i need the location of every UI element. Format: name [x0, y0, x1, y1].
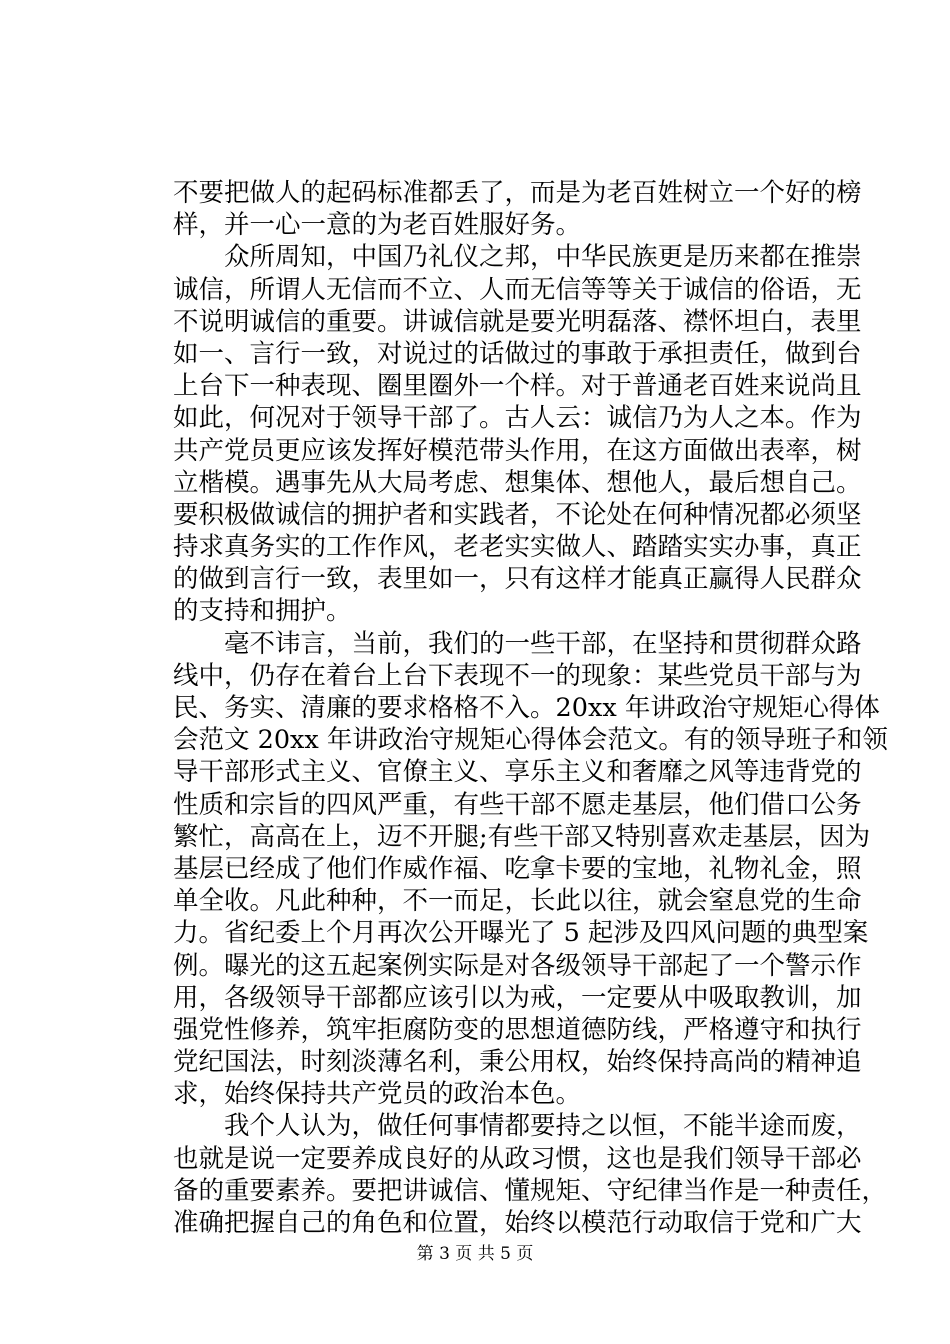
text-line: 强党性修养，筑牢拒腐防变的思想道德防线，严格遵守和执行: [173, 1014, 862, 1045]
text-line: 单全收。凡此种种，不一而足，长此以往，就会窒息党的生命: [173, 886, 862, 917]
text-line: 的做到言行一致，表里如一，只有这样才能真正赢得人民群众: [173, 564, 862, 595]
text-line: 基层已经成了他们作威作福、吃拿卡要的宝地，礼物礼金，照: [173, 853, 862, 884]
text-line: 党纪国法，时刻淡薄名利，秉公用权，始终保持高尚的精神追: [173, 1047, 862, 1078]
text-line: 共产党员更应该发挥好模范带头作用，在这方面做出表率，树: [173, 435, 862, 466]
text-line: 性质和宗旨的四风严重，有些干部不愿走基层，他们借口公务: [173, 789, 862, 820]
text-line: 上台下一种表现、圈里圈外一个样。对于普通老百姓来说尚且: [173, 371, 862, 402]
text-line: 备的重要素养。要把讲诚信、懂规矩、守纪律当作是一种责任，: [173, 1175, 888, 1206]
text-line: 样，并一心一意的为老百姓服好务。: [173, 210, 582, 241]
text-line: 民、务实、清廉的要求格格不入。20xx 年讲政治守规矩心得体: [173, 693, 880, 723]
text-line: 用，各级领导干部都应该引以为戒，一定要从中吸取教训，加: [173, 982, 862, 1013]
text-line: 持求真务实的工作作风，老老实实做人、踏踏实实办事，真正: [173, 532, 862, 563]
text-line: 求，始终保持共产党员的政治本色。: [173, 1079, 582, 1110]
text-line: 的支持和拥护。: [173, 596, 352, 627]
paragraph: [173, 1110, 888, 1239]
text-line: 如一、言行一致，对说过的话做过的事敢于承担责任，做到台: [173, 338, 862, 369]
text-line: 众所周知，中国乃礼仪之邦，中华民族更是历来都在推崇: [173, 242, 862, 273]
text-line: 不说明诚信的重要。讲诚信就是要光明磊落、襟怀坦白，表里: [173, 306, 862, 337]
text-line: 立楷模。遇事先从大局考虑、想集体、想他人，最后想自己。: [173, 467, 862, 498]
document-body: [173, 177, 888, 1239]
text-line: 繁忙，高高在上，迈不开腿;有些干部又特别喜欢走基层，因为: [173, 821, 871, 852]
paragraph: [173, 241, 862, 627]
text-line: 会范文 20xx 年讲政治守规矩心得体会范文。有的领导班子和领: [173, 725, 888, 756]
paragraph: [173, 628, 888, 1111]
text-line: 例。曝光的这五起案例实际是对各级领导干部起了一个警示作: [173, 950, 862, 981]
text-line: 也就是说一定要养成良好的从政习惯，这也是我们领导干部必: [173, 1143, 862, 1174]
text-line: 我个人认为，做任何事情都要持之以恒，不能半途而废，: [173, 1111, 862, 1142]
text-line: 要积极做诚信的拥护者和实践者，不论处在何种情况都必须坚: [173, 499, 862, 530]
page-number-label: 第 3 页 共 5 页: [416, 1244, 534, 1264]
text-line: 如此，何况对于领导干部了。古人云：诚信乃为人之本。作为: [173, 403, 862, 434]
text-line: 力。省纪委上个月再次公开曝光了 5 起涉及四风问题的典型案: [173, 918, 869, 949]
text-line: 线中，仍存在着台上台下表现不一的现象：某些党员干部与为: [173, 660, 862, 691]
paragraph: [173, 177, 862, 241]
text-line: 不要把做人的起码标准都丢了，而是为老百姓树立一个好的榜: [173, 178, 862, 208]
text-line: 毫不讳言，当前，我们的一些干部，在坚持和贯彻群众路: [173, 628, 862, 659]
text-line: 诚信，所谓人无信而不立、人而无信等等关于诚信的俗语，无: [173, 274, 862, 305]
text-line: 准确把握自己的角色和位置，始终以模范行动取信于党和广大: [173, 1208, 862, 1238]
text-line: 导干部形式主义、官僚主义、享乐主义和奢靡之风等违背党的: [173, 757, 862, 788]
page-footer: [0, 1244, 950, 1264]
